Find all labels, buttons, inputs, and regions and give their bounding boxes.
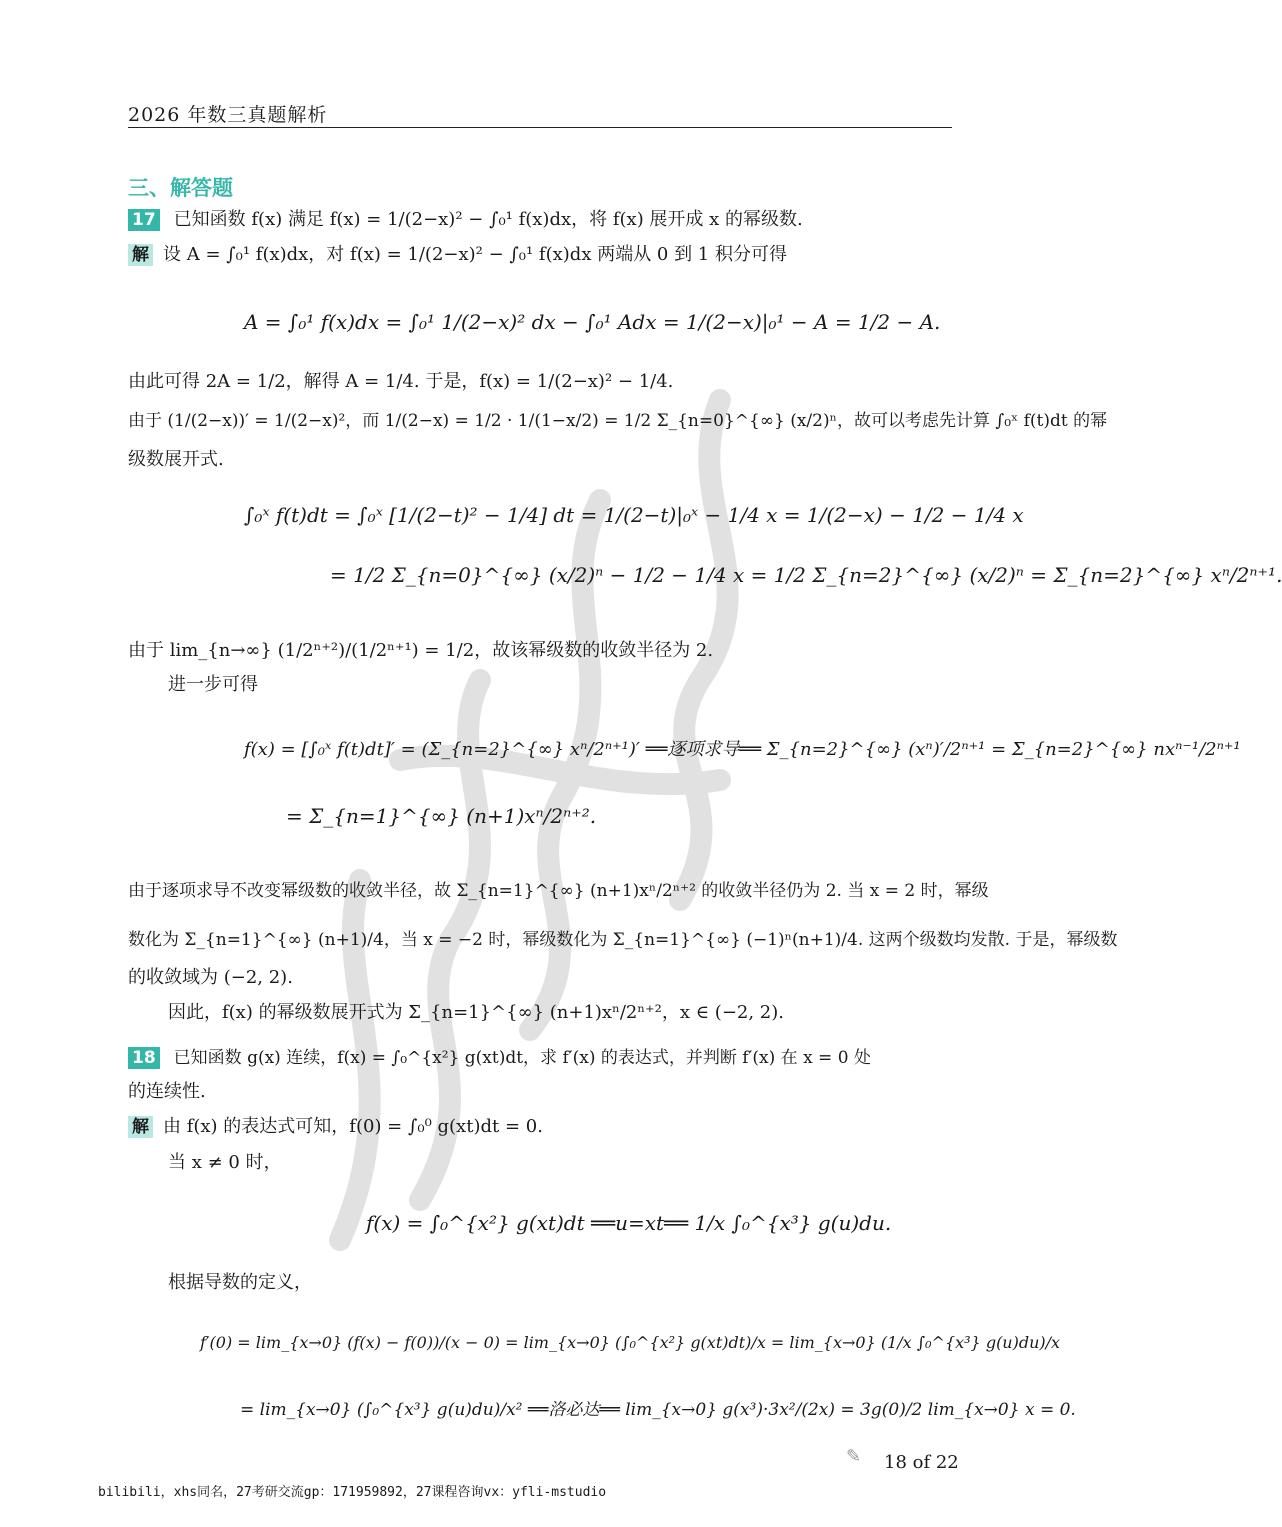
q18-line-2: 当 x ≠ 0 时， bbox=[168, 1152, 282, 1173]
q17-line-6: 由于逐项求导不改变幂级数的收敛半径，故 Σ_{n=1}^{∞} (n+1)xⁿ/2ⁿ⁺² 的收敛半径仍为 2. 当 x = 2 时，幂级 bbox=[128, 881, 989, 901]
q17-line-7: 数化为 Σ_{n=1}^{∞} (n+1)/4，当 x = −2 时，幂级数化为 Σ_{n=1}^{∞} (−1)ⁿ(n+1)/4. 这两个级数均发散. 于是，幂级数 bbox=[128, 930, 1118, 950]
q17-number-badge: 17 bbox=[128, 209, 160, 231]
q18-statement-b: 的连续性. bbox=[128, 1081, 206, 1102]
q18-statement-line bbox=[128, 1045, 871, 1071]
q18-line-3: 根据导数的定义， bbox=[168, 1272, 312, 1293]
q17-line-4: 由于 lim_{n→∞} (1/2ⁿ⁺²)/(1/2ⁿ⁺¹) = 1/2，故该幂级数的收敛半径为 2. bbox=[128, 640, 714, 661]
q17-solution-badge: 解 bbox=[128, 244, 153, 266]
q18-number-badge: 18 bbox=[128, 1047, 160, 1069]
header-rule bbox=[128, 127, 952, 128]
page-header-title: 2026 年数三真题解析 bbox=[128, 104, 328, 126]
q17-equation-2a: ∫₀ˣ f(t)dt = ∫₀ˣ [1/(2−t)² − 1/4] dt = 1/(2−t)|₀ˣ − 1/4 x = 1/(2−x) − 1/2 − 1/4 x bbox=[244, 503, 1024, 527]
q17-statement: 已知函数 f(x) 满足 f(x) = 1/(2−x)² − ∫₀¹ f(x)dx，将 f(x) 展开成 x 的幂级数. bbox=[173, 209, 803, 230]
q18-equation-1: f(x) = ∫₀^{x²} g(xt)dt ══u=xt══ 1/x ∫₀^{x³} g(u)du. bbox=[366, 1211, 892, 1235]
q17-solution-text: 设 A = ∫₀¹ f(x)dx，对 f(x) = 1/(2−x)² − ∫₀¹ f(x)dx 两端从 0 到 1 积分可得 bbox=[163, 244, 787, 265]
q18-solution-line bbox=[128, 1114, 543, 1140]
q18-equation-2a: f′(0) = lim_{x→0} (f(x) − f(0))/(x − 0) = lim_{x→0} (∫₀^{x²} g(xt)dt)/x = lim_{x→0} (1/x ∫₀^{x³} g(u)du)/x bbox=[200, 1333, 1061, 1352]
q17-line-3b: 级数展开式. bbox=[128, 449, 224, 470]
page-number: 18 of 22 bbox=[884, 1452, 959, 1473]
q17-line-9: 因此，f(x) 的幂级数展开式为 Σ_{n=1}^{∞} (n+1)xⁿ/2ⁿ⁺²，x ∈ (−2, 2). bbox=[168, 1002, 785, 1023]
q17-equation-2b: = 1/2 Σ_{n=0}^{∞} (x/2)ⁿ − 1/2 − 1/4 x = 1/2 Σ_{n=2}^{∞} (x/2)ⁿ = Σ_{n=2}^{∞} xⁿ/2ⁿ⁺¹. bbox=[330, 563, 1282, 587]
q18-solution-text: 由 f(x) 的表达式可知，f(0) = ∫₀⁰ g(xt)dt = 0. bbox=[163, 1116, 543, 1137]
footer-note: bilibili，xhs同名，27考研交流gp：171959892，27课程咨询vx：yfli-mstudio bbox=[98, 1485, 607, 1500]
q17-equation-3b: = Σ_{n=1}^{∞} (n+1)xⁿ/2ⁿ⁺². bbox=[286, 804, 597, 828]
q17-equation-3a: f(x) = [∫₀ˣ f(t)dt]′ = (Σ_{n=2}^{∞} xⁿ/2ⁿ⁺¹)′ ══逐项求导══ Σ_{n=2}^{∞} (xⁿ)′/2ⁿ⁺¹ = Σ_{n=2}^{∞} nxⁿ⁻¹/2ⁿ⁺¹ bbox=[244, 739, 1241, 760]
stamp-icon: ✎ bbox=[846, 1446, 862, 1467]
q18-equation-2b: = lim_{x→0} (∫₀^{x³} g(u)du)/x² ══洛必达══ lim_{x→0} g(x³)·3x²/(2x) = 3g(0)/2 lim_{x→0} x = 0. bbox=[240, 1400, 1076, 1420]
q18-solution-badge: 解 bbox=[128, 1116, 153, 1138]
q17-line-5: 进一步可得 bbox=[168, 674, 258, 695]
q17-solution-line bbox=[128, 242, 787, 268]
section-title: 三、解答题 bbox=[128, 176, 233, 200]
q17-line-2: 由此可得 2A = 1/2，解得 A = 1/4. 于是，f(x) = 1/(2−x)² − 1/4. bbox=[128, 371, 674, 392]
q17-line-3a: 由于 (1/(2−x))′ = 1/(2−x)²，而 1/(2−x) = 1/2 · 1/(1−x/2) = 1/2 Σ_{n=0}^{∞} (x/2)ⁿ，故可以考虑先计算 ∫₀ˣ f(t)dt 的幂 bbox=[128, 411, 1108, 431]
q18-statement-a: 已知函数 g(x) 连续，f(x) = ∫₀^{x²} g(xt)dt，求 f′(x) 的表达式，并判断 f′(x) 在 x = 0 处 bbox=[173, 1048, 871, 1068]
q17-equation-1: A = ∫₀¹ f(x)dx = ∫₀¹ 1/(2−x)² dx − ∫₀¹ Adx = 1/(2−x)|₀¹ − A = 1/2 − A. bbox=[244, 310, 941, 334]
q17-line-8: 的收敛域为 (−2, 2). bbox=[128, 967, 293, 988]
q17-statement-line bbox=[128, 207, 803, 233]
